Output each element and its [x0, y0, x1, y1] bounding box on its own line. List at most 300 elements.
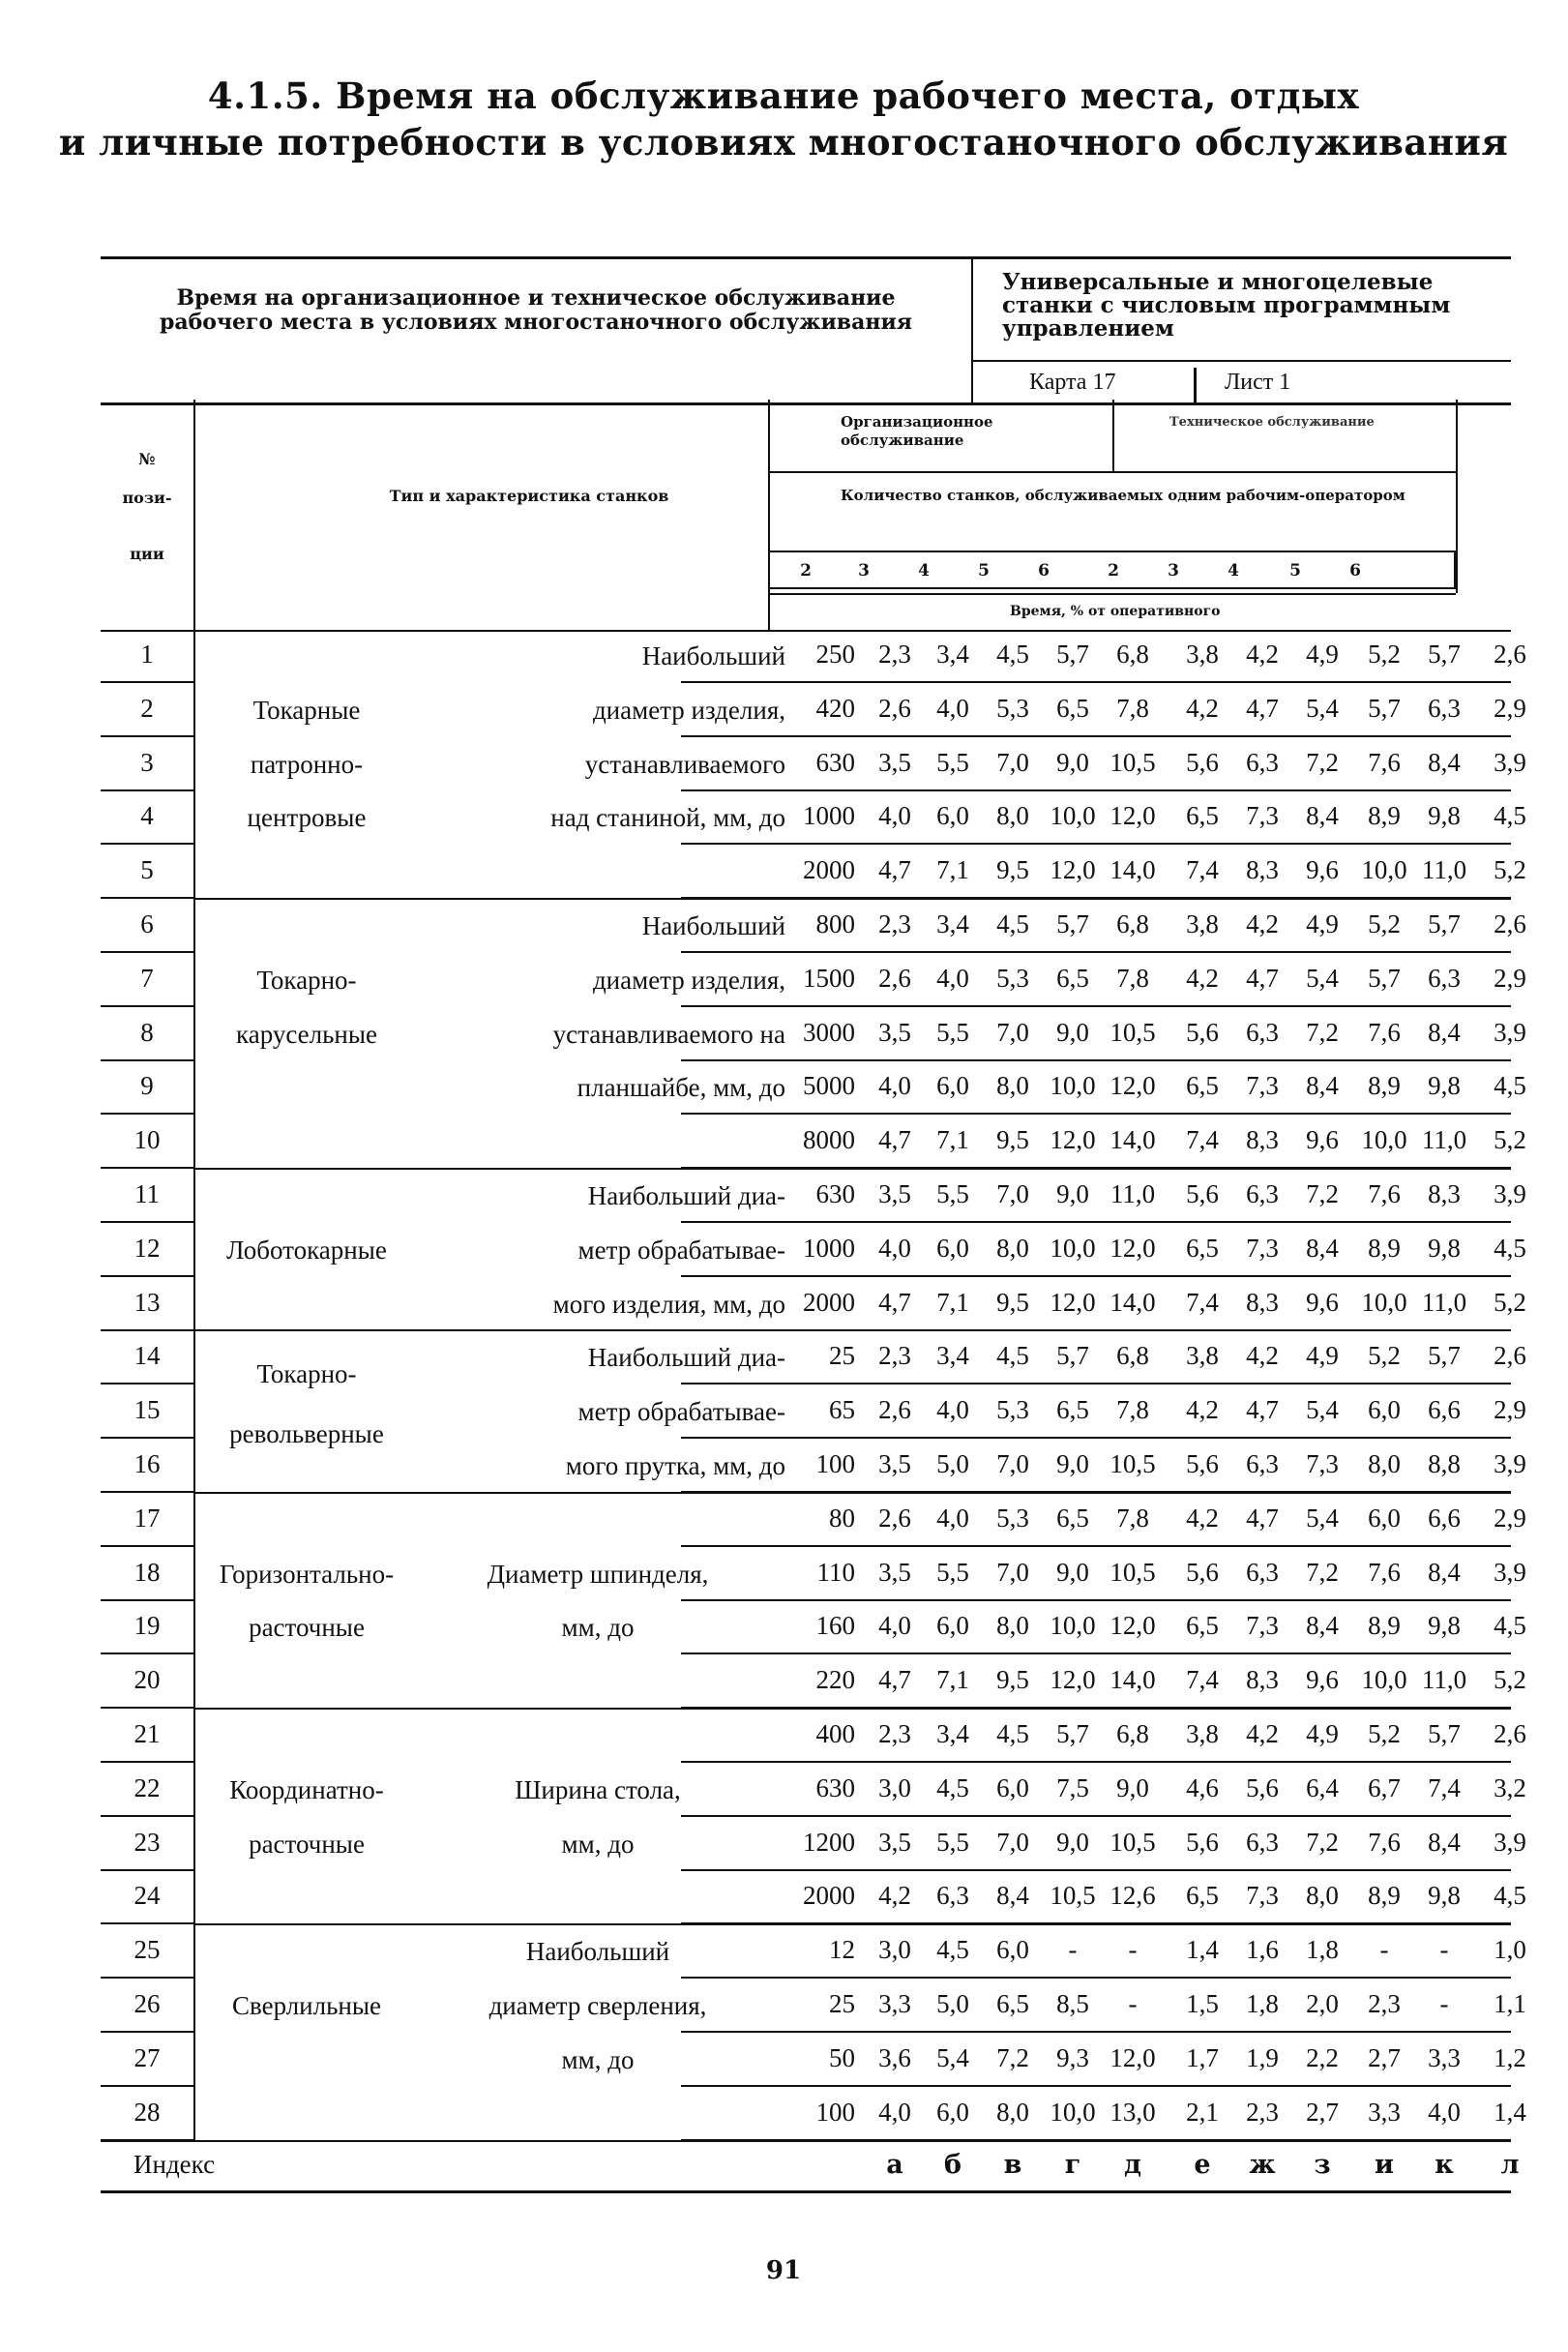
time-value-cell: 8,8 [1428, 1449, 1461, 1478]
time-value-cell: 4,5 [1494, 1071, 1526, 1101]
time-value-cell: 7,8 [1116, 1395, 1149, 1425]
title-line-2: и личные потребности в условиях многостаночного обслуживания [58, 121, 1509, 164]
time-value-cell: 1,6 [1246, 1935, 1279, 1965]
time-value-cell: 9,8 [1428, 1611, 1461, 1641]
time-value-cell: 9,0 [1056, 1449, 1089, 1478]
time-value-cell: 6,5 [1056, 1395, 1089, 1425]
time-value-cell: 5,5 [936, 747, 969, 777]
time-value-cell: 9,8 [1428, 1881, 1461, 1911]
time-value-cell: 4,0 [878, 801, 911, 831]
time-value-cell: 6,3 [1428, 963, 1461, 993]
time-value-cell: 10,0 [1050, 801, 1096, 831]
time-value-cell: 2,7 [1368, 2042, 1401, 2072]
row-values [865, 1719, 1526, 1758]
group-characteristic: Наибольший [641, 641, 785, 670]
time-percent-label: Время, % от оперативного [1010, 604, 1221, 619]
time-value-cell: 2,3 [878, 640, 911, 669]
group-machine-type: Токарно- [256, 1359, 357, 1389]
time-value-cell: 6,5 [1186, 1881, 1219, 1911]
time-value-cell: 4,7 [1246, 963, 1279, 993]
row-values [865, 1017, 1526, 1057]
group-characteristic: над станиной, мм, до [550, 803, 785, 833]
time-value-cell: 11,0 [1421, 855, 1467, 885]
row-underline [681, 951, 1511, 953]
time-value-cell: 3,0 [878, 1772, 911, 1802]
group-characteristic: устанавливаемого на [552, 1019, 785, 1049]
time-value-cell: 10,5 [1109, 1449, 1156, 1478]
time-value-cell: 4,7 [878, 855, 911, 885]
row-size-value: 100 [815, 1449, 855, 1478]
time-value-cell: 4,9 [1306, 1341, 1339, 1371]
time-value-cell: 10,5 [1109, 1017, 1156, 1047]
time-value-cell: 4,7 [878, 1665, 911, 1695]
group-machine-type: патронно- [250, 749, 364, 779]
time-value-cell: 4,2 [1246, 640, 1279, 669]
time-value-cell: 10,5 [1109, 747, 1156, 777]
group-machine-type: револьверные [229, 1418, 384, 1448]
group-characteristic: мм, до [561, 1613, 635, 1643]
col-no-label-2: пози- [122, 489, 172, 507]
time-value-cell: 4,5 [996, 909, 1029, 938]
row-values [865, 1233, 1526, 1272]
time-value-cell: 4,5 [996, 640, 1029, 669]
time-value-cell: 4,6 [1186, 1772, 1219, 1802]
machine-count-cell: 6 [1349, 561, 1361, 581]
time-value-cell: 1,2 [1494, 2042, 1526, 2072]
row-number-underline [101, 1221, 193, 1223]
time-value-cell: 4,2 [1186, 1395, 1219, 1425]
table-row [101, 1494, 1526, 1547]
group-machine-type: Токарно- [256, 965, 357, 995]
card-sheet-row [971, 360, 1511, 404]
time-value-cell: 4,5 [936, 1935, 969, 1965]
time-value-cell: 7,8 [1116, 693, 1149, 723]
row-number-underline [101, 735, 193, 737]
time-value-cell: 7,3 [1246, 1071, 1279, 1101]
row-number: 9 [140, 1071, 154, 1101]
time-value-cell: 6,0 [936, 2097, 969, 2127]
time-value-cell: 2,3 [1246, 2097, 1279, 2127]
row-size-value: 400 [815, 1719, 855, 1748]
time-value-cell: 4,9 [1306, 909, 1339, 938]
row-values [865, 1179, 1526, 1218]
time-value-cell: 5,3 [996, 963, 1029, 993]
time-value-cell: 6,3 [1246, 1449, 1279, 1478]
time-value-cell: 4,2 [1186, 1503, 1219, 1533]
time-value-cell: 5,4 [936, 2042, 969, 2072]
time-value-cell: 12,0 [1109, 1611, 1156, 1641]
table-row [101, 846, 1526, 899]
time-value-cell: 7,1 [936, 1287, 969, 1317]
time-value-cell: 2,1 [1186, 2097, 1219, 2127]
row-underline [681, 2031, 1511, 2033]
group-characteristic: Наибольший диа- [587, 1181, 785, 1210]
table-row [101, 2034, 1526, 2087]
col-no-label-3: ции [130, 545, 164, 563]
time-value-cell: 6,3 [1246, 747, 1279, 777]
time-value-cell: 8,3 [1428, 1179, 1461, 1208]
time-value-cell: 5,6 [1186, 1179, 1219, 1208]
row-number-underline [101, 897, 193, 899]
time-value-cell: 5,4 [1306, 963, 1339, 993]
row-size-value: 1500 [803, 963, 855, 993]
divider [1112, 400, 1114, 471]
row-size-value: 630 [815, 1772, 855, 1802]
time-value-cell: 8,9 [1368, 1233, 1401, 1263]
group-characteristic: диаметр изделия, [592, 695, 785, 725]
time-value-cell: 5,6 [1186, 1449, 1219, 1478]
group-machine-type: Координатно- [229, 1774, 384, 1804]
time-value-cell: 3,9 [1494, 1017, 1526, 1047]
index-row [101, 2140, 1520, 2193]
row-number: 26 [133, 1989, 161, 2018]
time-value-cell: 4,9 [1306, 640, 1339, 669]
row-underline [681, 1815, 1511, 1817]
row-number: 12 [133, 1233, 161, 1263]
time-value-cell: 9,6 [1306, 1287, 1339, 1317]
row-number: 8 [140, 1017, 154, 1047]
group-machine-type: расточные [249, 1829, 365, 1859]
row-underline [681, 1275, 1511, 1277]
time-value-cell: 4,5 [1494, 1233, 1526, 1263]
row-underline [681, 789, 1511, 791]
row-underline [681, 1977, 1511, 1979]
time-value-cell: 2,3 [878, 1719, 911, 1748]
machine-count-cell: 2 [1108, 561, 1119, 581]
row-values [865, 1611, 1526, 1650]
time-value-cell: 11,0 [1421, 1287, 1467, 1317]
machine-count-label: Количество станков, обслуживаемых одним рабочим-оператором [841, 487, 1405, 504]
row-values [865, 1665, 1526, 1704]
time-value-cell: 2,3 [878, 1341, 911, 1371]
row-values [865, 1071, 1526, 1110]
group-separator [193, 1708, 1511, 1710]
time-value-cell: - [1128, 1935, 1138, 1965]
time-value-cell: 10,5 [1109, 1827, 1156, 1857]
time-value-cell: 14,0 [1109, 1125, 1156, 1155]
time-value-cell: 9,5 [996, 1125, 1029, 1155]
row-number: 14 [133, 1341, 161, 1371]
page-number: 91 [765, 2256, 802, 2285]
time-value-cell: 7,0 [996, 1827, 1029, 1857]
row-number-underline [101, 1707, 193, 1709]
time-value-cell: 10,0 [1361, 1287, 1407, 1317]
row-number-underline [101, 1329, 193, 1331]
time-value-cell: 12,0 [1050, 1665, 1096, 1695]
row-underline [681, 1652, 1511, 1654]
row-size-value: 2000 [803, 1287, 855, 1317]
time-value-cell: 3,3 [1368, 2097, 1401, 2127]
time-value-cell: 5,4 [1306, 1503, 1339, 1533]
table-row [101, 900, 1526, 953]
time-value-cell: 5,2 [1368, 640, 1401, 669]
time-value-cell: 8,4 [1428, 747, 1461, 777]
row-number: 16 [133, 1449, 161, 1478]
row-number: 17 [133, 1503, 161, 1533]
time-value-cell: 4,0 [878, 1233, 911, 1263]
time-value-cell: 6,0 [1368, 1395, 1401, 1425]
row-size-value: 2000 [803, 855, 855, 885]
row-number: 24 [133, 1881, 161, 1911]
time-value-cell: 6,3 [1246, 1179, 1279, 1208]
time-value-cell: 3,4 [936, 1719, 969, 1748]
time-value-cell: 5,5 [936, 1017, 969, 1047]
group-characteristic: мм, до [561, 2044, 635, 2074]
time-value-cell: 5,2 [1368, 909, 1401, 938]
row-size-value: 1000 [803, 801, 855, 831]
row-values [865, 747, 1526, 787]
group-characteristic: мого прутка, мм, до [565, 1451, 785, 1480]
time-value-cell: 9,8 [1428, 1233, 1461, 1263]
time-value-cell: 2,6 [878, 693, 911, 723]
time-value-cell: 7,4 [1186, 1665, 1219, 1695]
time-value-cell: 3,5 [878, 1449, 911, 1478]
time-value-cell: 1,7 [1186, 2042, 1219, 2072]
col-type-label: Тип и характеристика станков [389, 487, 669, 505]
time-value-cell: 8,3 [1246, 1125, 1279, 1155]
row-number: 18 [133, 1557, 161, 1587]
time-value-cell: 8,4 [1306, 801, 1339, 831]
time-value-cell: 9,0 [1056, 1557, 1089, 1587]
time-value-cell: 6,0 [996, 1935, 1029, 1965]
group-characteristic: диаметр сверления, [488, 1991, 707, 2020]
time-value-cell: 2,3 [878, 909, 911, 938]
page-title [58, 73, 1509, 165]
row-size-value: 25 [829, 1341, 855, 1371]
group-characteristic: Ширина стола, [515, 1774, 681, 1804]
time-value-cell: 8,3 [1246, 855, 1279, 885]
machine-count-cell: 3 [858, 561, 870, 581]
time-value-cell: 4,0 [936, 1395, 969, 1425]
group-characteristic: устанавливаемого [584, 749, 785, 779]
time-value-cell: 12,0 [1109, 1233, 1156, 1263]
group-characteristic: метр обрабатывае- [577, 1235, 785, 1265]
time-value-cell: 5,7 [1056, 1719, 1089, 1748]
time-value-cell: 7,6 [1368, 1557, 1401, 1587]
row-values [865, 1125, 1526, 1164]
index-letter: к [1435, 2150, 1454, 2180]
row-number-underline [101, 843, 193, 845]
row-size-value: 630 [815, 747, 855, 777]
group-characteristic: Наибольший [641, 911, 785, 940]
row-underline [681, 1059, 1511, 1061]
machine-count-cell: 5 [1289, 561, 1301, 581]
time-value-cell: 9,0 [1056, 747, 1089, 777]
time-value-cell: 8,0 [996, 1233, 1029, 1263]
time-value-cell: 1,4 [1186, 1935, 1219, 1965]
index-letter: б [943, 2150, 962, 2180]
time-value-cell: 7,2 [1306, 747, 1339, 777]
time-value-cell: 7,2 [996, 2042, 1029, 2072]
row-number-underline [101, 789, 193, 791]
row-number: 27 [133, 2042, 161, 2072]
time-value-cell: - [1068, 1935, 1078, 1965]
row-number: 1 [140, 640, 154, 669]
index-letter: е [1194, 2150, 1211, 2180]
time-value-cell: 7,6 [1368, 747, 1401, 777]
time-value-cell: 4,7 [1246, 1503, 1279, 1533]
time-value-cell: 6,3 [936, 1881, 969, 1911]
time-value-cell: 9,5 [996, 1287, 1029, 1317]
row-underline [681, 1761, 1511, 1763]
time-value-cell: 5,6 [1186, 1827, 1219, 1857]
row-size-value: 220 [815, 1665, 855, 1695]
row-size-value: 25 [829, 1989, 855, 2018]
row-size-value: 160 [815, 1611, 855, 1641]
time-value-cell: 7,3 [1246, 1881, 1279, 1911]
row-values [865, 855, 1526, 894]
time-value-cell: 5,7 [1428, 1719, 1461, 1748]
row-number: 28 [133, 2097, 161, 2127]
group-characteristic: планшайбе, мм, до [577, 1073, 785, 1103]
group-separator [193, 1329, 1511, 1331]
time-value-cell: 5,0 [936, 1449, 969, 1478]
index-letter: и [1374, 2150, 1395, 2180]
time-value-cell: 5,4 [1306, 1395, 1339, 1425]
time-value-cell: 4,0 [878, 2097, 911, 2127]
time-value-cell: 7,8 [1116, 963, 1149, 993]
row-number: 3 [140, 747, 154, 777]
time-value-cell: 4,5 [1494, 1611, 1526, 1641]
time-value-cell: 7,1 [936, 1665, 969, 1695]
time-value-cell: 6,0 [936, 1611, 969, 1641]
time-value-cell: 1,0 [1494, 1935, 1526, 1965]
time-value-cell: 2,6 [1494, 1341, 1526, 1371]
time-value-cell: 6,6 [1428, 1395, 1461, 1425]
time-value-cell: - [1439, 1989, 1449, 2018]
header-left-text: Время на организационное и техническое обслуживание рабочего места в условиях многостаночного обслуживания [159, 285, 913, 335]
time-value-cell: 9,5 [996, 1665, 1029, 1695]
time-value-cell: 9,6 [1306, 855, 1339, 885]
time-value-cell: 4,7 [878, 1125, 911, 1155]
table-row [101, 1278, 1526, 1331]
time-value-cell: 4,0 [878, 1071, 911, 1101]
time-value-cell: 1,1 [1494, 1989, 1526, 2018]
time-value-cell: 3,2 [1494, 1772, 1526, 1802]
row-size-value: 8000 [803, 1125, 855, 1155]
row-values [865, 801, 1526, 840]
time-value-cell: 6,5 [1186, 1611, 1219, 1641]
row-size-value: 1200 [803, 1827, 855, 1857]
time-value-cell: 6,8 [1116, 909, 1149, 938]
time-value-cell: 5,5 [936, 1179, 969, 1208]
time-value-cell: 9,8 [1428, 1071, 1461, 1101]
time-value-cell: 7,0 [996, 1557, 1029, 1587]
time-value-cell: 3,8 [1186, 1719, 1219, 1748]
time-value-cell: 5,5 [936, 1827, 969, 1857]
group-machine-type: карусельные [236, 1019, 377, 1049]
row-underline [681, 735, 1511, 737]
group-separator [193, 1923, 1511, 1925]
row-number-underline [101, 1545, 193, 1547]
time-value-cell: 5,5 [936, 1557, 969, 1587]
time-value-cell: 2,6 [1494, 909, 1526, 938]
time-value-cell: 7,3 [1246, 1611, 1279, 1641]
time-value-cell: 5,6 [1246, 1772, 1279, 1802]
row-size-value: 100 [815, 2097, 855, 2127]
row-values [865, 1935, 1526, 1974]
time-value-cell: 4,0 [878, 1611, 911, 1641]
time-value-cell: 5,2 [1494, 855, 1526, 885]
time-value-cell: 3,5 [878, 1557, 911, 1587]
time-value-cell: 5,7 [1056, 1341, 1089, 1371]
row-values [865, 1341, 1526, 1380]
time-value-cell: 5,2 [1494, 1287, 1526, 1317]
time-value-cell: 2,6 [1494, 640, 1526, 669]
time-value-cell: 8,0 [1306, 1881, 1339, 1911]
divider [768, 400, 770, 630]
group-separator [193, 1492, 1511, 1494]
index-letter: а [886, 2150, 903, 2180]
time-value-cell: 5,4 [1306, 693, 1339, 723]
time-value-cell: 5,2 [1494, 1125, 1526, 1155]
time-value-cell: 1,4 [1494, 2097, 1526, 2127]
row-number-underline [101, 1869, 193, 1871]
time-value-cell: 2,7 [1306, 2097, 1339, 2127]
time-value-cell: 4,0 [936, 693, 969, 723]
machine-count-cell: 3 [1168, 561, 1179, 581]
row-number: 20 [133, 1665, 161, 1695]
group-machine-type: расточные [249, 1613, 365, 1643]
time-value-cell: 3,9 [1494, 1827, 1526, 1857]
time-value-cell: 10,0 [1361, 855, 1407, 885]
time-value-cell: 5,0 [936, 1989, 969, 2018]
time-value-cell: 8,4 [1428, 1827, 1461, 1857]
row-number-underline [101, 1383, 193, 1384]
table-row [101, 1655, 1526, 1709]
header-left-cell [101, 259, 973, 402]
row-number: 21 [133, 1719, 161, 1748]
title-line-1: 4.1.5. Время на обслуживание рабочего места, отдых [207, 74, 1360, 117]
time-value-cell: 3,4 [936, 1341, 969, 1371]
time-value-cell: 6,8 [1116, 1341, 1149, 1371]
row-values [865, 1827, 1526, 1866]
machine-count-cell: 2 [800, 561, 812, 581]
row-values [865, 1503, 1526, 1542]
row-values [865, 1449, 1526, 1488]
row-values [865, 2042, 1526, 2082]
time-value-cell: 8,0 [996, 1071, 1029, 1101]
time-value-cell: 6,5 [1186, 801, 1219, 831]
row-number-underline [101, 2031, 193, 2033]
group-machine-type: центровые [247, 803, 367, 833]
time-value-cell: 14,0 [1109, 1665, 1156, 1695]
machine-count-cell: 4 [918, 561, 930, 581]
time-value-cell: 8,9 [1368, 801, 1401, 831]
row-number: 4 [140, 801, 154, 831]
row-number: 13 [133, 1287, 161, 1317]
time-value-cell: 7,8 [1116, 1503, 1149, 1533]
row-values [865, 1395, 1526, 1434]
time-value-cell: 4,2 [1246, 1341, 1279, 1371]
time-value-cell: 12,0 [1109, 801, 1156, 831]
table-row [101, 2088, 1526, 2141]
group-characteristic: Наибольший диа- [587, 1343, 785, 1373]
time-value-cell: 9,8 [1428, 801, 1461, 831]
time-value-cell: 2,0 [1306, 1989, 1339, 2018]
row-size-value: 1000 [803, 1233, 855, 1263]
time-value-cell: 4,5 [996, 1719, 1029, 1748]
time-value-cell: 5,7 [1368, 693, 1401, 723]
time-value-cell: 4,2 [1186, 963, 1219, 993]
time-value-cell: 4,5 [1494, 1881, 1526, 1911]
divider [768, 593, 1456, 595]
index-letter: в [1003, 2150, 1022, 2180]
row-number: 19 [133, 1611, 161, 1641]
time-value-cell: 8,9 [1368, 1881, 1401, 1911]
time-value-cell: 7,2 [1306, 1557, 1339, 1587]
time-value-cell: 6,4 [1306, 1772, 1339, 1802]
